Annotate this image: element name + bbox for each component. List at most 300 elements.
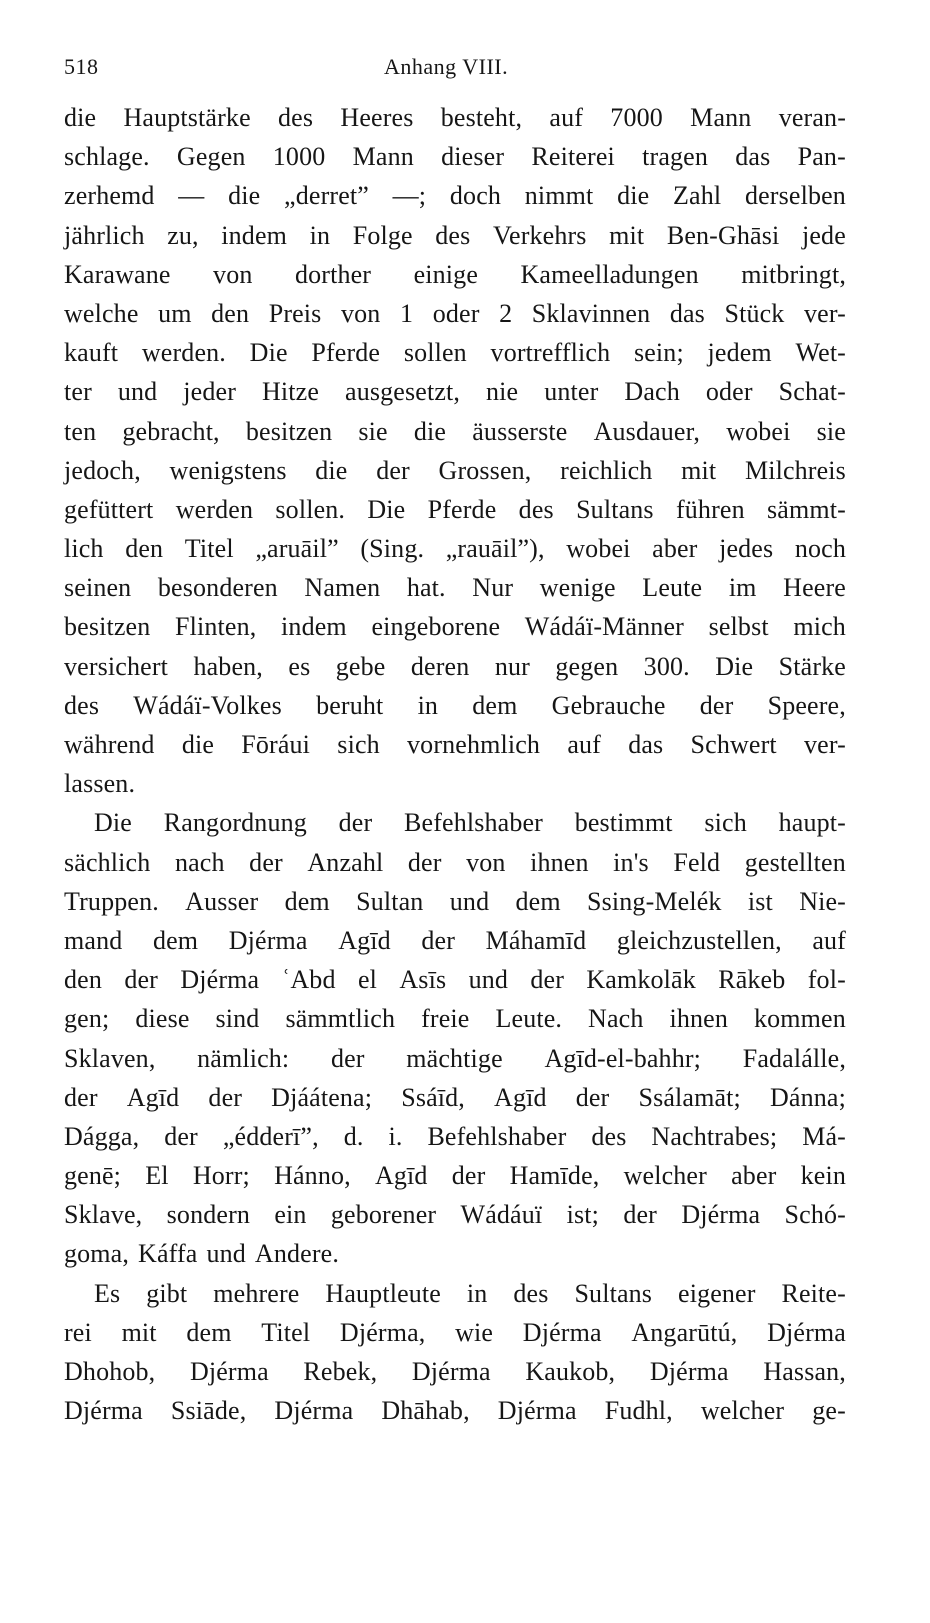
text-line <box>64 137 846 176</box>
word: Agīd <box>126 1082 180 1112</box>
word: bestimmt <box>574 808 673 838</box>
word: von <box>213 259 253 289</box>
word: Kaukob, <box>525 1357 616 1386</box>
word: im <box>728 573 757 603</box>
word: Ssing-Melék <box>587 886 722 916</box>
word: dem <box>152 925 199 955</box>
word: Stärke <box>778 651 846 681</box>
text-line <box>64 372 846 411</box>
word: wenigstens <box>169 455 287 485</box>
text-line <box>64 843 846 882</box>
word: in <box>466 1278 488 1308</box>
word: der <box>376 455 410 485</box>
text-line <box>64 1117 846 1156</box>
word: der <box>64 1082 98 1112</box>
word: das <box>669 298 705 328</box>
word: Verkehrs <box>492 220 587 250</box>
word: Reite- <box>781 1278 846 1308</box>
word: aber <box>652 534 698 564</box>
word: Djérma <box>681 1200 761 1230</box>
text-line <box>64 803 846 842</box>
word: Befehlshaber <box>404 808 543 838</box>
word: aber <box>731 1161 777 1191</box>
word: mitbringt, <box>741 259 846 289</box>
word: haupt- <box>778 808 846 838</box>
word: Grossen, <box>438 455 532 485</box>
word: kauft <box>64 338 119 368</box>
word: Die <box>94 808 132 838</box>
word: Sklavinnen <box>531 298 651 328</box>
word: Fadalálle, <box>742 1043 846 1073</box>
word: Ben-Ghāsi <box>666 220 780 250</box>
text-line <box>64 1352 846 1391</box>
word: sämmtlich <box>285 1004 396 1034</box>
word: sich <box>337 730 380 759</box>
word: mit <box>121 1317 157 1347</box>
word: Djáátena; <box>271 1082 373 1112</box>
word: Reiterei <box>531 142 615 172</box>
word: Gegen <box>176 142 246 172</box>
word: ver- <box>804 730 846 759</box>
word: tragen <box>642 142 709 172</box>
text-line <box>64 490 846 529</box>
word: Nur <box>472 573 514 603</box>
text-line <box>64 1078 846 1117</box>
word: der <box>407 847 442 877</box>
word: kommen <box>754 1004 846 1034</box>
word: Sklaven, <box>64 1043 156 1073</box>
word: Ssáīd, <box>401 1082 465 1112</box>
word: es <box>288 651 311 681</box>
word: zerhemd <box>64 181 155 211</box>
word: 1 <box>400 298 414 328</box>
word: wobei <box>726 416 791 446</box>
word: des <box>64 690 100 720</box>
word: (Sing. <box>360 534 425 564</box>
word: Titel <box>261 1317 311 1347</box>
word: jedoch, <box>64 455 141 485</box>
word: eigener <box>678 1278 756 1308</box>
word: Flinten, <box>175 612 257 642</box>
word: wenige <box>539 573 616 603</box>
word: Rangordnung <box>163 808 307 838</box>
word: des <box>518 494 554 524</box>
word: Heeres <box>340 103 414 132</box>
word: jede <box>801 220 846 250</box>
word: der <box>575 1082 610 1112</box>
word: geborener <box>330 1200 437 1230</box>
word: sich <box>704 808 747 838</box>
word: auf <box>812 925 846 955</box>
word: Agīd <box>494 1082 547 1112</box>
text-line <box>64 1195 846 1234</box>
word: Milchreis <box>744 455 846 485</box>
word: Horr; <box>192 1161 250 1191</box>
word: ihnen <box>530 847 589 877</box>
word: gefüttert <box>64 494 154 524</box>
word: des <box>513 1278 549 1308</box>
word: lassen. <box>64 769 136 799</box>
text-line <box>64 1234 846 1273</box>
word: Sultan <box>356 886 424 916</box>
word: Djérma <box>64 1396 143 1426</box>
word: der <box>338 808 373 838</box>
word: der <box>530 965 565 995</box>
word: Die <box>715 651 754 681</box>
word: Schó- <box>784 1200 846 1230</box>
word: jedem <box>707 338 772 368</box>
text-line <box>64 451 846 490</box>
page-number: 518 <box>64 54 99 79</box>
word: Fōráui <box>241 730 311 759</box>
word: versichert <box>64 651 169 681</box>
word: Fudhl, <box>604 1396 673 1426</box>
word: Djérma <box>189 1357 269 1386</box>
word: in <box>309 220 331 250</box>
word: Es <box>94 1278 121 1308</box>
word: Má- <box>802 1121 846 1151</box>
running-head <box>64 54 846 82</box>
text-line <box>64 294 846 333</box>
word: mich <box>793 612 846 642</box>
word: Hassan, <box>763 1357 846 1386</box>
text-line <box>64 333 846 372</box>
word: lich <box>64 534 104 564</box>
text-line <box>64 647 846 686</box>
word: Speere, <box>767 690 846 720</box>
word: Ssálamāt; <box>638 1082 741 1112</box>
word: Agīd <box>338 925 391 955</box>
word: reichlich <box>560 455 653 485</box>
word: Gebrauche <box>551 690 666 720</box>
word: Truppen. <box>64 886 159 916</box>
word: nimmt <box>524 181 594 211</box>
word: besitzen <box>245 416 333 446</box>
word: schlage. <box>64 142 150 172</box>
word: Zahl <box>673 181 722 211</box>
word: Djérma <box>228 925 308 955</box>
word: sämmt- <box>767 494 846 524</box>
word: Djérma <box>411 1357 491 1386</box>
word: des <box>591 1121 627 1151</box>
word: Nie- <box>799 886 846 916</box>
word: das <box>735 142 771 172</box>
text-line <box>64 1391 846 1430</box>
word: den <box>64 965 102 995</box>
word: Anzahl <box>307 847 384 877</box>
word: hat. <box>406 573 446 603</box>
word: von <box>466 847 506 877</box>
word: dieser <box>441 142 505 172</box>
word: dorther <box>294 259 372 289</box>
word: die <box>315 455 348 485</box>
word: jedes <box>719 534 774 564</box>
word: ver- <box>804 298 846 328</box>
text-line <box>64 1039 846 1078</box>
word: gebracht, <box>122 416 220 446</box>
word: wobei <box>566 534 631 564</box>
word: sie <box>358 416 388 446</box>
text-line <box>64 607 846 646</box>
word: die <box>228 181 261 211</box>
text-line <box>64 529 846 568</box>
word: d. <box>343 1121 364 1151</box>
word: veran- <box>778 103 846 132</box>
word: derselben <box>744 181 846 211</box>
word: besitzen <box>64 612 151 642</box>
word: unter <box>544 377 599 407</box>
word: und <box>449 886 490 916</box>
word: Agīd <box>374 1161 428 1191</box>
word: Wádáuï <box>460 1200 543 1230</box>
word: ge- <box>812 1396 846 1426</box>
text-line <box>64 686 846 725</box>
word: gebe <box>335 651 386 681</box>
word: gen; <box>64 1004 110 1034</box>
word: Máhamīd <box>485 925 587 955</box>
text-line <box>64 255 846 294</box>
word: Wádáï-Volkes <box>133 690 282 720</box>
word: Djérma <box>180 965 260 995</box>
word: ʿAbd <box>281 965 336 995</box>
word: und <box>206 1239 246 1269</box>
word: goma, <box>64 1239 130 1269</box>
word: Leute. <box>495 1004 563 1034</box>
word: die <box>64 103 97 132</box>
word: in's <box>613 847 649 877</box>
word: welche <box>64 298 139 328</box>
word: dem <box>284 886 330 916</box>
text-line <box>64 176 846 215</box>
word: selbst <box>708 612 769 642</box>
text-line <box>64 999 846 1038</box>
word: Mann <box>352 142 414 172</box>
word: der <box>421 925 456 955</box>
word: Die <box>249 338 288 368</box>
word: „derret” <box>284 181 369 211</box>
word: Hánno, <box>274 1161 351 1191</box>
word: welcher <box>700 1396 785 1426</box>
word: sondern <box>166 1200 251 1230</box>
word: sein; <box>633 338 684 368</box>
word: genē; <box>64 1161 122 1191</box>
text-line <box>64 568 846 607</box>
word: während <box>64 730 155 759</box>
word: äusserste <box>472 416 568 446</box>
word: des <box>435 220 471 250</box>
word: einige <box>413 259 479 289</box>
word: Dhohob, <box>64 1357 156 1386</box>
word: Agīd-el-bahhr; <box>544 1043 702 1073</box>
word: die <box>181 730 215 759</box>
word: —; <box>392 181 427 211</box>
word: Asīs <box>399 965 447 995</box>
text-line <box>64 1313 846 1352</box>
text-line <box>64 921 846 960</box>
word: und <box>468 965 509 995</box>
word: der <box>164 1121 198 1151</box>
word: Schwert <box>690 730 777 759</box>
word: Dánna; <box>769 1082 846 1112</box>
word: ist <box>747 886 773 916</box>
word: gibt <box>146 1278 188 1308</box>
word: gleichzustellen, <box>616 925 782 955</box>
word: nie <box>486 377 519 407</box>
word: kein <box>800 1161 846 1191</box>
running-title: Anhang VIII. <box>384 54 509 79</box>
word: „aruāil” <box>255 534 339 564</box>
word: nämlich: <box>197 1043 290 1073</box>
text-line <box>64 882 846 921</box>
word: Pferde <box>311 338 381 368</box>
word: — <box>178 181 205 211</box>
word: Die <box>367 494 406 524</box>
word: haben, <box>193 651 263 681</box>
word: dem <box>186 1317 232 1347</box>
text-line <box>64 764 846 803</box>
word: ist; <box>566 1200 599 1230</box>
word: auf <box>549 103 584 132</box>
word: ihnen <box>669 1004 729 1034</box>
word: um <box>158 298 192 328</box>
word: den <box>125 534 164 564</box>
word: von <box>341 298 381 328</box>
word: 300. <box>643 651 690 681</box>
word: Wet- <box>795 338 846 368</box>
text-line <box>64 1156 846 1195</box>
word: „rauāil”), <box>445 534 545 564</box>
word: vortrefflich <box>490 338 611 368</box>
word: Nach <box>588 1004 644 1034</box>
word: welcher <box>623 1161 707 1191</box>
word: Stück <box>724 298 785 328</box>
word: fol- <box>807 965 846 995</box>
word: mit <box>609 220 645 250</box>
word: Ausdauer, <box>593 416 701 446</box>
word: Djérma <box>649 1357 729 1386</box>
word: Djérma <box>522 1317 602 1347</box>
word: Pan- <box>797 142 846 172</box>
word: Kamkolāk <box>586 965 696 995</box>
word: Leute <box>642 573 703 603</box>
word: Andere. <box>254 1239 339 1269</box>
word: werden. <box>141 338 226 368</box>
word: vornehmlich <box>407 730 541 759</box>
word: besonderen <box>157 573 278 603</box>
word: Pferde <box>427 494 497 524</box>
word: oder <box>705 377 753 407</box>
word: El <box>145 1161 169 1191</box>
word: Djérma <box>274 1396 354 1426</box>
word: doch <box>449 181 502 211</box>
word: Hamīde, <box>509 1161 600 1191</box>
word: jährlich <box>64 220 145 250</box>
word: sind <box>215 1004 260 1034</box>
text-line <box>64 725 846 764</box>
word: der <box>451 1161 486 1191</box>
word: mand <box>64 925 123 955</box>
word: wie <box>455 1317 494 1347</box>
word: der <box>249 847 283 877</box>
word: Angarūtú, <box>631 1317 738 1347</box>
word: sächlich <box>64 847 151 877</box>
word: sie <box>816 416 846 446</box>
text-line <box>64 216 846 255</box>
word: indem <box>221 220 288 250</box>
word: der <box>699 690 734 720</box>
word: Káffa <box>138 1239 198 1269</box>
word: i. <box>388 1121 403 1151</box>
word: mit <box>681 455 717 485</box>
word: Rebek, <box>303 1357 378 1386</box>
word: ten <box>64 416 97 446</box>
word: Djérma <box>767 1317 846 1347</box>
word: 1000 <box>272 142 326 172</box>
word: Djérma <box>497 1396 577 1426</box>
word: der <box>330 1043 365 1073</box>
word: seinen <box>64 573 132 603</box>
word: die <box>413 416 447 446</box>
word: werden <box>175 494 254 524</box>
word: Sultans <box>576 494 654 524</box>
word: jeder <box>183 377 237 407</box>
word: Feld <box>673 847 721 877</box>
word: Nachtrabes; <box>651 1121 778 1151</box>
body-text <box>64 98 846 1430</box>
word: freie <box>421 1004 470 1034</box>
word: 2 <box>499 298 513 328</box>
word: rei <box>64 1317 92 1347</box>
word: des <box>278 103 314 132</box>
word: Folge <box>352 220 413 250</box>
word: der <box>623 1200 657 1230</box>
word: Karawane <box>64 259 171 289</box>
word: Wádáï-Männer <box>524 612 684 642</box>
word: nur <box>494 651 530 681</box>
text-line <box>64 1274 846 1313</box>
word: Dhāhab, <box>381 1396 470 1426</box>
word: mehrere <box>213 1278 300 1308</box>
word: ter <box>64 377 92 407</box>
word: dem <box>515 886 561 916</box>
word: oder <box>432 298 480 328</box>
word: Befehlshaber <box>427 1121 567 1151</box>
word: „édderī”, <box>222 1121 319 1151</box>
word: auf <box>567 730 601 759</box>
word: Ausser <box>185 886 259 916</box>
word: Dágga, <box>64 1121 140 1151</box>
word: Hauptleute <box>325 1278 441 1308</box>
word: el <box>357 965 378 995</box>
word: ausgesetzt, <box>345 377 461 407</box>
word: Djérma, <box>339 1317 426 1347</box>
word: Dach <box>624 377 680 407</box>
word: diese <box>135 1004 190 1034</box>
word: ein <box>274 1200 307 1230</box>
word: gegen <box>555 651 619 681</box>
word: sollen <box>403 338 467 368</box>
word: führen <box>675 494 745 524</box>
word: der <box>208 1082 243 1112</box>
word: nach <box>174 847 225 877</box>
word: indem <box>281 612 347 642</box>
word: die <box>617 181 650 211</box>
word: Rākeb <box>718 965 786 995</box>
word: Hitze <box>262 377 320 407</box>
word: beruht <box>316 690 384 720</box>
text-line <box>64 98 846 137</box>
word: Sultans <box>574 1278 653 1308</box>
